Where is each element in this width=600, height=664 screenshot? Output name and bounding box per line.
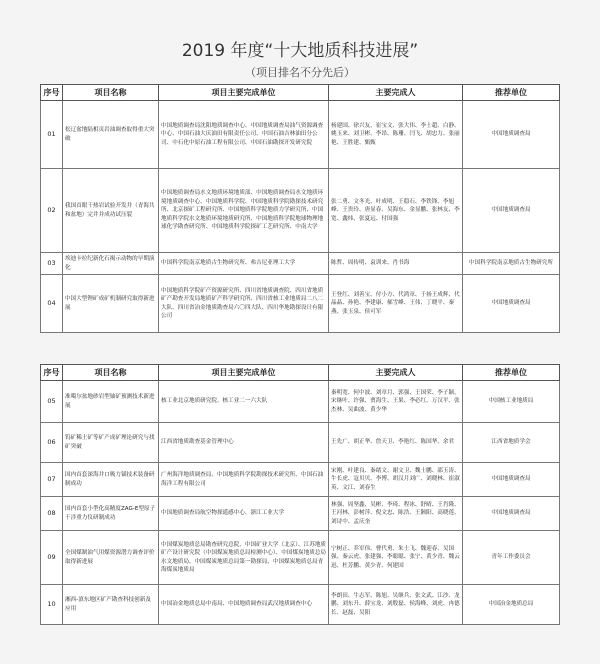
row-number: 07 [41, 463, 63, 497]
header-people: 主要完成人 [329, 85, 463, 101]
table-row [41, 253, 560, 275]
project-people: 秦明宽、何中波、刘章月、郭强、王国荣、李子颖、宋继叶、许强、贾海生、王果、李必红、万汉平、张杰林、吴曲波、黄少华 [329, 381, 463, 423]
table-row [41, 381, 560, 423]
header-no: 序号 [41, 85, 63, 101]
table-row [41, 169, 560, 253]
project-recommender: 江西省地质学会 [463, 423, 560, 463]
table-header-row [41, 365, 560, 381]
project-units: 中国地质科学院矿产资源研究所、四川省地质调查院、四川省地质矿产勘查开发局地质矿产科学研究所、四川省核工业地质局二八二大队、四川省冶金地质勘查局六〇四大队、四川华地勘探设计有限公司 [159, 275, 329, 333]
row-number: 01 [41, 101, 63, 169]
project-recommender: 中国地质调查局 [463, 497, 560, 531]
project-name: 我国首眼干热岩试验开发井（青海共和盆地）完井并成功试压裂 [63, 169, 159, 253]
project-units: 中国地质调查局水文地质环境地质部、中国地质调查局水文地质环境地质调查中心、中国地质科学院、中国地质科学院勘探技术研究所、北京探矿工程研究所、中国地质科学院地质力学研究所、中国地质科学院水文地质环境地质研究所、中国地质科学院地球物理地球化学勘查研究所、中国地质科学院探矿工艺研究所、中南大学 [159, 169, 329, 253]
project-recommender: 中国地质调查局 [463, 463, 560, 497]
project-units: 核工业北京地质研究院、核工业二一六大队 [159, 381, 329, 423]
projects-table-part-1 [40, 84, 560, 333]
project-people: 王先广、胡正华、詹天卫、李艳红、陈国华、余君 [329, 423, 463, 463]
project-recommender: 中国地质调查局 [463, 275, 560, 333]
project-recommender: 中国地质调查局 [463, 101, 560, 169]
project-units: 中国科学院南京地质古生物研究所、弗吉尼亚理工大学 [159, 253, 329, 275]
header-recommender: 推荐单位 [463, 85, 560, 101]
project-units: 广州海洋地质调查局、中国地质科学院勘探技术研究所、中国石油海洋工程有限公司 [159, 463, 329, 497]
page-subtitle: （项目排名不分先后） [245, 66, 355, 79]
header-units: 项目主要完成单位 [159, 365, 329, 381]
project-people: 张二勇、文冬光、叶成明、王稳石、李铁锋、李旭峰、王贵玲、唐显春、吴海东、金显鹏、张林友、李宽、鑫炜、张夏远、付国强 [329, 169, 463, 253]
header-project-name: 项目名称 [63, 85, 159, 101]
header-units: 项目主要完成单位 [159, 85, 329, 101]
project-name: 松辽盆地陆相页岩油调查取得重大突破 [63, 101, 159, 169]
table-row [41, 423, 560, 463]
project-name: 国内首套小型化高精度ZAG-E型原子干涉重力仪研制成功 [63, 497, 159, 531]
project-recommender: 中国核工业地质局 [463, 381, 560, 423]
project-units: 中国冶金地质总局中南局、中国地质调查局武汉地质调查中心 [159, 585, 329, 625]
row-number: 05 [41, 381, 63, 423]
table-row [41, 101, 560, 169]
row-number: 03 [41, 253, 63, 275]
table-row [41, 585, 560, 625]
project-people: 宁树正、乔军伟、曹代勇、朱士飞、魏迎春、吴国强、秦云虎、张建强、李聪聪、张宁、黄少青、魏云迅、杜芳鹏、黄少青、何建国 [329, 531, 463, 585]
project-recommender: 中国科学院南京地质古生物研究所 [463, 253, 560, 275]
project-name: 国内首套深海井口吸力锚技术装备研制成功 [63, 463, 159, 497]
project-name: 湘西-滇东地区矿产勘查科技创新及应用 [63, 585, 159, 625]
project-recommender: 中国冶金地质总局 [463, 585, 560, 625]
header-people: 主要完成人 [329, 365, 463, 381]
row-number: 08 [41, 497, 63, 531]
row-number: 04 [41, 275, 63, 333]
project-units: 江西省地质勘查基金管理中心 [159, 423, 329, 463]
projects-table-part-2 [40, 364, 560, 625]
project-name: 全国煤制油气用煤资源潜力调查评价取得新进展 [63, 531, 159, 585]
project-people: 杨建国、徐兴友、崔宝文、张大伟、李士超、白静、姚玉来、刘卫彬、李昂、陈珊、闫飞、胡忠力、张丽艳、王胜建、甄甄 [329, 101, 463, 169]
row-number: 10 [41, 585, 63, 625]
project-name: 准噶尔盆地砂岩型铀矿预测技术新进展 [63, 381, 159, 423]
project-units: 中国地质调查局沈阳地质调查中心、中国地质调查局油气资源调查中心、中国石油大庆油田有限责任公司、中国石油吉林油田分公司、中石化中原石油工程有限公司、中国石油勘探开发研究院 [159, 101, 329, 169]
header-no: 序号 [41, 365, 63, 381]
header-project-name: 项目名称 [63, 365, 159, 381]
project-recommender: 青年工作委员会 [463, 531, 560, 585]
project-name: 埃迪卡拉纪新化石揭示动物的早期演化 [63, 253, 159, 275]
project-units: 中国煤炭地质总局勘查研究总院、中国矿业大学（北京）、江苏地质矿产设计研究院（中国煤炭地质总局检测中心）、中国煤炭地质总局水文地质局、中国煤炭地质总局第一勘探局、中国煤炭地质总局青海煤炭地质局 [159, 531, 329, 585]
project-people: 陈哲、周传明、袁训来、肖书海 [329, 253, 463, 275]
row-number: 09 [41, 531, 63, 585]
project-units: 中国地质调查局航空物探遥感中心、浙江工业大学 [159, 497, 329, 531]
page-title: 2019 年度“十大地质科技进展” [181, 41, 419, 61]
table-header-row [41, 85, 560, 101]
project-name: 中国大型锂矿成矿机制研究取得新进展 [63, 275, 159, 333]
table-row [41, 497, 560, 531]
project-recommender: 中国地质调查局 [463, 169, 560, 253]
project-people: 林强、周坚鑫、吴彬、李琦、程冰、舒晴、王肖隆、王河林、彭树萍、倪文忠、陈浩、王颢阳、高晓莲、刘诗中、孟庆奎 [329, 497, 463, 531]
header-recommender: 推荐单位 [463, 365, 560, 381]
row-number: 02 [41, 169, 63, 253]
row-number: 06 [41, 423, 63, 463]
table-row [41, 531, 560, 585]
project-people: 宋刚、叶建良、秦绪文、谢文卫、魏士鹏、邵玉涛、牛长虎、寇贝贝、李博、胡汉月刘广、刘晓林、崔淑英、文江、刘春生 [329, 463, 463, 497]
project-people: 李朗田、牛志军、陈旭、吴继兵、张文武、江沙、龙鹏、刘东升、薛宝龙、刘殷磊、侯海峰、刘虎、冉德长、赵磊、吴阳 [329, 585, 463, 625]
table-row [41, 275, 560, 333]
table-row [41, 463, 560, 497]
project-name: 钨矿稀土矿等矿产成矿理论研究与找矿突破 [63, 423, 159, 463]
project-people: 王登红、刘善宝、付小方、代鸿章、于扬王成辉、代晶晶、孙艳、李建康、郝雪峰、王伟、丁晓平、秦燕、张玉泉、侯可军 [329, 275, 463, 333]
